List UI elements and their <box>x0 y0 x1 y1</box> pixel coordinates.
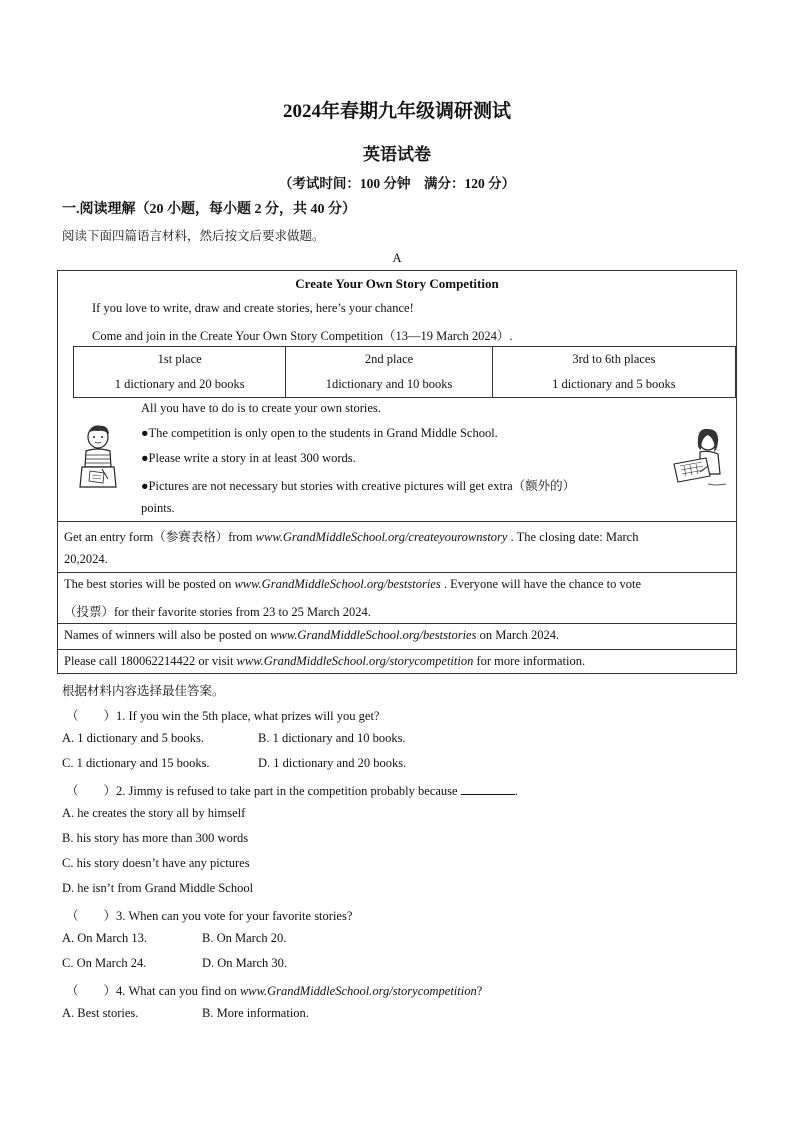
divider <box>58 649 736 650</box>
boy-writing-illustration <box>74 423 122 493</box>
divider <box>58 572 736 573</box>
notice-title: Create Your Own Story Competition <box>295 276 499 291</box>
q2-option-c[interactable]: C. his story doesn’t have any pictures <box>62 856 250 870</box>
q2-option-b[interactable]: B. his story has more than 300 words <box>62 831 249 845</box>
q4-stem-text: （ ）4. What can you find on <box>66 984 240 998</box>
rules-intro: All you have to do is to create your own stories. <box>141 401 381 415</box>
question-3-stem: （ ）3. When can you vote for your favorite stories? <box>66 909 353 923</box>
q2-option-a[interactable]: A. he creates the story all by himself <box>62 806 246 820</box>
prize-place: 3rd to 6th places <box>572 352 656 366</box>
q3-option-b[interactable]: B. On March 20. <box>202 931 287 945</box>
winners-text-post: on March 2024. <box>476 628 560 642</box>
exam-info: （考试时间：100 分钟 满分：120 分） <box>278 176 516 191</box>
prize-cell <box>286 347 492 397</box>
prize-reward: 1dictionary and 10 books <box>325 377 453 391</box>
exam-title: 2024年春期九年级调研测试 <box>282 101 511 122</box>
q4-option-b[interactable]: B. More information. <box>202 1006 309 1020</box>
vote-text: The best stories will be posted on <box>64 577 235 591</box>
rule-item: ●Please write a story in at least 300 words. <box>141 451 356 465</box>
vote-text-post: . Everyone will have the chance to vote <box>440 577 641 591</box>
q4-url: www.GrandMiddleSchool.org/storycompetition <box>239 984 477 998</box>
contact-url-link[interactable]: www.GrandMiddleSchool.org/storycompetition <box>236 654 474 668</box>
divider <box>58 521 736 522</box>
passage-label: A <box>392 251 402 265</box>
q3-option-a[interactable]: A. On March 13. <box>62 931 148 945</box>
prize-place: 2nd place <box>364 352 414 366</box>
winners-line <box>64 628 559 643</box>
beststories-url-link[interactable]: www.GrandMiddleSchool.org/beststories <box>234 577 441 591</box>
rule-item-cont: points. <box>141 501 175 515</box>
q4-option-a[interactable]: A. Best stories. <box>62 1006 139 1020</box>
question-2-stem <box>66 781 518 799</box>
vote-line1 <box>64 577 641 592</box>
girl-drawing-illustration <box>670 426 730 492</box>
question-1-stem: （ ）1. If you win the 5th place, what prizes will you get? <box>66 709 380 723</box>
section-heading: 一.阅读理解（20 小题，每小题 2 分，共 40 分） <box>62 202 356 217</box>
notice-box <box>57 270 737 674</box>
entry-line1 <box>64 527 638 545</box>
entry-text-post: . The closing date: March <box>507 530 639 544</box>
q1-option-d[interactable]: D. 1 dictionary and 20 books. <box>258 756 407 770</box>
section-instruction: 阅读下面四篇语言材料，然后按文后要求做题。 <box>62 229 325 243</box>
entry-text: Get an entry form（参赛表格）from <box>64 530 256 544</box>
contact-text-post: for more information. <box>473 654 586 668</box>
prize-reward: 1 dictionary and 5 books <box>552 377 676 391</box>
contact-line <box>64 654 585 669</box>
q2-stem-text: （ ）2. Jimmy is refused to take part in the competition probably because <box>66 784 461 798</box>
prize-cell <box>74 347 286 397</box>
q2-stem-end: . <box>514 784 518 798</box>
q4-stem-end: ? <box>476 984 483 998</box>
q3-option-d[interactable]: D. On March 30. <box>202 956 288 970</box>
entry-line2: 20,2024. <box>64 552 108 566</box>
divider <box>58 623 736 624</box>
answer-blank <box>461 783 515 795</box>
rule-item: ●The competition is only open to the students in Grand Middle School. <box>141 426 498 440</box>
questions-prompt: 根据材料内容选择最佳答案。 <box>62 684 225 698</box>
prize-place: 1st place <box>157 352 202 366</box>
vote-line2: （投票）for their favorite stories from 23 to 25 March 2024. <box>64 605 371 619</box>
notice-line1: If you love to write, draw and create stories, here’s your chance! <box>92 301 414 315</box>
winners-url-link[interactable]: www.GrandMiddleSchool.org/beststories <box>270 628 477 642</box>
prize-table <box>73 346 736 398</box>
q1-option-b[interactable]: B. 1 dictionary and 10 books. <box>258 731 406 745</box>
question-4-stem <box>66 981 482 999</box>
q3-option-c[interactable]: C. On March 24. <box>62 956 147 970</box>
contact-text: Please call 180062214422 or visit <box>64 654 237 668</box>
q2-option-d[interactable]: D. he isn’t from Grand Middle School <box>62 881 254 895</box>
q1-option-c[interactable]: C. 1 dictionary and 15 books. <box>62 756 210 770</box>
prize-reward: 1 dictionary and 20 books <box>114 377 245 391</box>
prize-cell <box>493 347 735 397</box>
winners-text: Names of winners will also be posted on <box>64 628 271 642</box>
q1-option-a[interactable]: A. 1 dictionary and 5 books. <box>62 731 204 745</box>
rule-item: ●Pictures are not necessary but stories with creative pictures will get extra（额外的） <box>141 479 576 493</box>
entry-url-link[interactable]: www.GrandMiddleSchool.org/createyourownstory <box>255 530 508 544</box>
notice-line2: Come and join in the Create Your Own Story Competition（13—19 March 2024）. <box>92 329 513 343</box>
exam-subtitle: 英语试卷 <box>363 145 431 164</box>
